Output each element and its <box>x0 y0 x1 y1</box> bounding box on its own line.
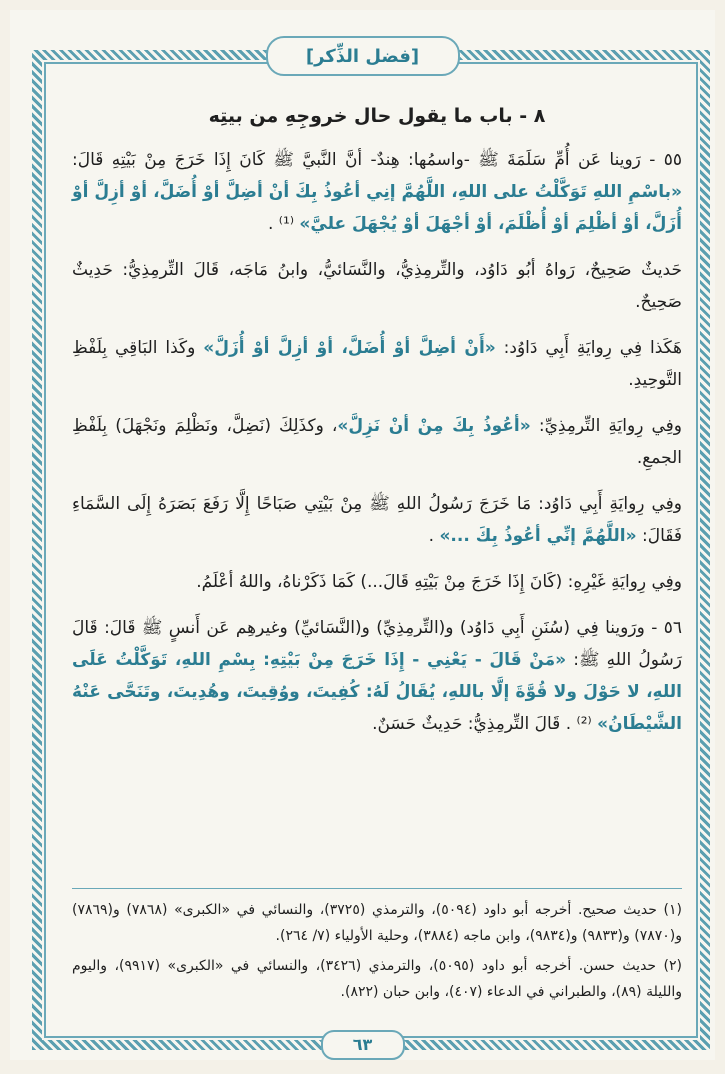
morning-quote: «اللَّهُمَّ إنِّي أعُوذُ بِكَ ...» <box>439 526 637 546</box>
tirmidhi-intro: وفِي رِوايَةِ التِّرمِذِيِّ: <box>530 416 683 436</box>
hadith-56-dua: «مَنْ قَالَ - يَعْنِي - إِذَا خَرَجَ مِنْ بَيْتِهِ: بِسْمِ اللهِ، تَوَكَّلْتُ عَلَى اللهِ، لا حَوْلَ ولا قُوَّةَ إلَّا باللهِ، يُقَالُ لَهُ: كُفِيتَ، ووُقِيتَ، وهُدِيتَ، وتَنَحَّى عَنْهُ الشَّيْطَانُ» <box>72 650 682 734</box>
abu-dawud-morning <box>72 488 682 552</box>
grading-paragraph: حَديثٌ صَحِيحٌ، رَواهُ أبُو دَاوُد، والتِّرمِذِيُّ، والنَّسَائيُّ، وابنُ مَاجَه، قَالَ التِّرمِذِيُّ: حَدِيثٌ صَحِيحٌ. <box>72 260 682 312</box>
variant-outro: وكَذا البَاقِي بِلَفْظِ التَّوحِيدِ. <box>72 338 682 390</box>
footnote-2: (٢) حديث حسن. أخرجه أبو داود (٥٠٩٥)، والترمذي (٣٤٢٦)، والنسائي في «الكبرى» (٩٩١٧)، واليوم والليلة (٨٩)، والطبراني في الدعاء (٤٠٧)، وابن حبان (٨٢٢). <box>72 958 682 1000</box>
other-variant: وفِي رِوايَةِ غَيْرِهِ: (كَانَ إِذَا خَرَجَ مِنْ بَيْتِهِ قَالَ...) كَمَا ذَكَرْناهُ، واللهُ أعْلَمُ. <box>196 572 682 592</box>
abu-dawud-variant <box>72 332 682 396</box>
page-number: ٦٣ <box>321 1030 405 1060</box>
hadith-56-intro: ٥٦ - ورَوينا فِي (سُنَنِ أَبِي دَاوُد) و(التِّرمِذِيِّ) و(النَّسَائيِّ) وغيرهِم عَن أَنسٍ ﷺ قَالَ: قَالَ رَسُولُ اللهِ ﷺ: <box>72 618 682 670</box>
footnote-1: (١) حديث صحيح. أخرجه أبو داود (٥٠٩٤)، والترمذي (٣٧٢٥)، والنسائي في «الكبرى» (٧٨٦٨) و(٧٨٦٩) و(٧٨٧٠) و(٩٨٣٣) و(٩٨٣٤)، وابن ماجه (٣٨٨٤)، وحلية الأولياء (٧/ ٢٦٤). <box>72 902 683 944</box>
footnotes <box>72 888 682 1009</box>
hadith-55 <box>72 144 682 240</box>
tirmidhi-quote: «أعُوذُ بِكَ مِنْ أنْ نَزِلَّ» <box>337 416 531 436</box>
morning-outro: . <box>428 526 440 546</box>
main-text <box>72 100 682 754</box>
variant-quote: «أَنْ أضِلَّ أوْ أُضَلَّ، أوْ أزِلَّ أوْ أُزَلَّ» <box>203 338 496 358</box>
hadith-56 <box>72 612 682 740</box>
morning-intro: وفِي رِوايَةِ أَبِي دَاوُد: مَا خَرَجَ رَسُولُ اللهِ ﷺ مِنْ بَيْتِي صَبَاحًا إِلَّا رَفَعَ بَصَرَهُ إِلَى السَّمَاءِ فَقَالَ: <box>72 494 682 546</box>
running-header-title: [فضل الذِّكر] <box>305 45 420 67</box>
section-title: ٨ - باب ما يقول حال خروجِهِ من بيتِه <box>208 105 546 127</box>
book-page <box>10 10 715 1060</box>
hadith-55-intro: ٥٥ - رَوينا عَن أُمِّ سَلَمَةَ ﷺ -واسمُها: هِندٌ- أنَّ النَّبيَّ ﷺ كَانَ إِذَا خَرَجَ مِنْ بَيْتِهِ قَالَ: <box>72 150 682 170</box>
tirmidhi-outro: ، وكذَلِكَ (نَضِلَّ، ونَظْلِمَ ونَجْهَلَ) بِلَفْظِ الجمعِ. <box>72 416 682 468</box>
running-header <box>266 36 460 76</box>
variant-intro: هَكَذا فِي رِوايَةِ أَبِي دَاوُد: <box>495 338 683 358</box>
tirmidhi-variant <box>72 410 682 474</box>
hadith-55-ref: ⁽¹⁾ . <box>268 214 300 234</box>
hadith-55-dua: «باسْمِ اللهِ تَوَكَّلْتُ على اللهِ، اللَّهُمَّ إنِي أعُوذُ بِكَ أنْ أضِلَّ أوْ أُضَلَّ، أوْ أزِلَّ أوْ أُزَلَّ، أوْ أظْلِمَ أوْ أُظْلَمَ، أوْ أجْهَلَ أوْ يُجْهَلَ عليَّ» <box>72 182 682 234</box>
hadith-56-ref: ⁽²⁾ . قَالَ التِّرمِذِيُّ: حَدِيثٌ حَسَنٌ. <box>372 714 598 734</box>
